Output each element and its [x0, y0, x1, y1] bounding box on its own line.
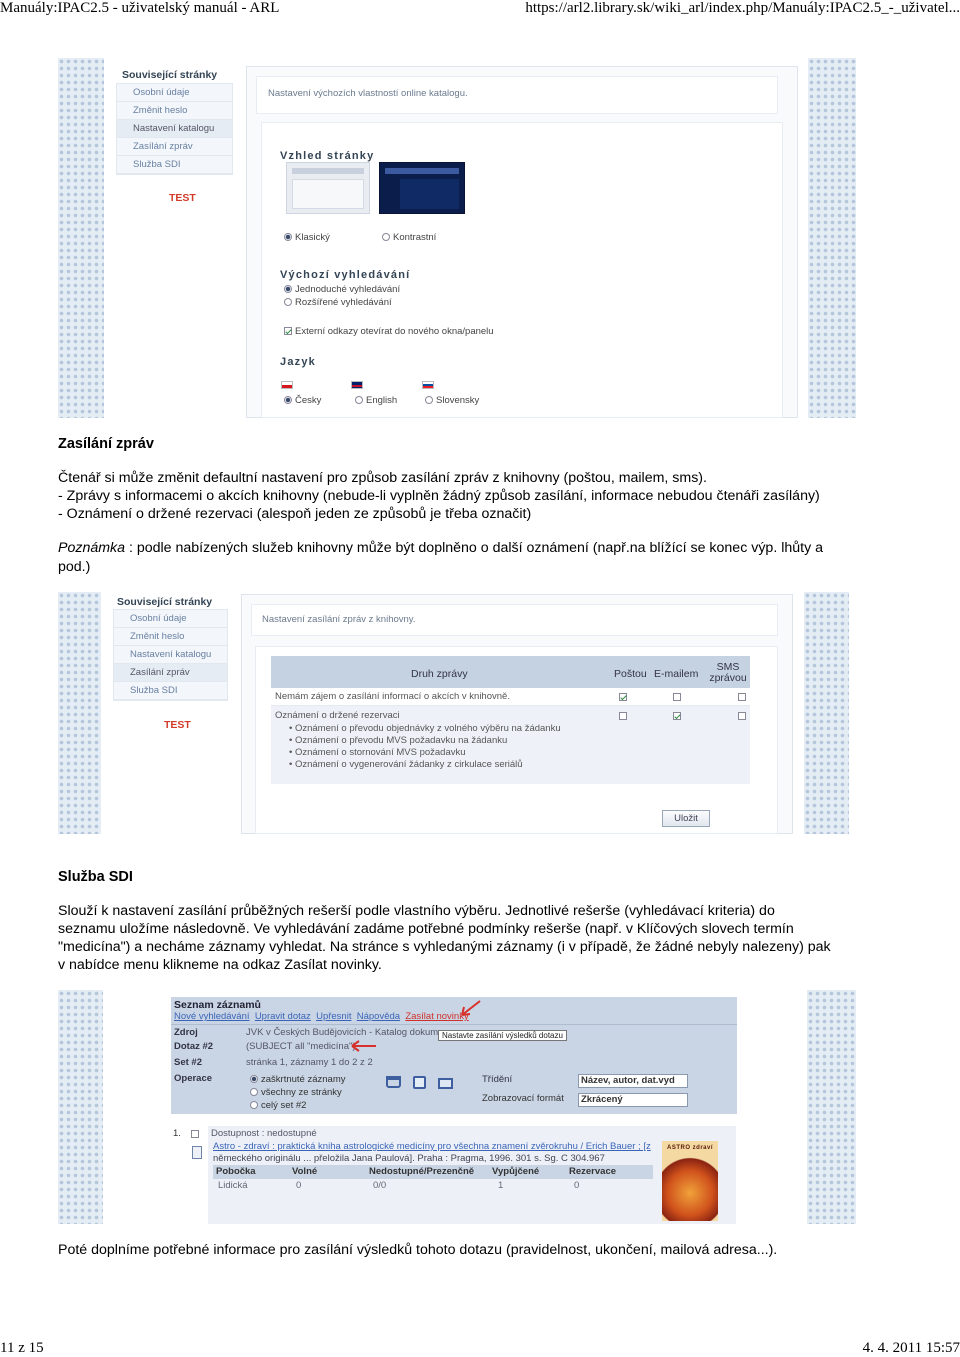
note-label: Poznámka	[58, 540, 126, 556]
red-arrow-icon	[348, 1039, 378, 1053]
col-reservations: Rezervace	[569, 1166, 617, 1177]
value-query: (SUBJECT all "medicína")	[246, 1041, 356, 1052]
option-slovak[interactable]: Slovensky	[425, 395, 479, 406]
menu-item-personal[interactable]: Osobní údaje	[117, 84, 232, 102]
cell-branch: Lidická	[218, 1180, 248, 1191]
preview-contrast[interactable]	[379, 162, 465, 214]
option-simple-search[interactable]: Jednoduché vyhledávání	[284, 284, 400, 295]
menu-item-messages[interactable]: Zasílání zpráv	[117, 138, 232, 156]
book-cover: ASTRO zdraví	[662, 1141, 718, 1221]
screenshot-record-list	[58, 990, 856, 1224]
sort-select[interactable]: Název, autor, dat.vyd	[578, 1074, 688, 1088]
cell-borrowed: 1	[498, 1180, 504, 1191]
section-appearance: Vzhled stránky	[280, 150, 375, 162]
info-text: Nastavení zasílání zpráv z knihovny.	[262, 614, 416, 625]
flag-uk-icon	[351, 381, 363, 389]
label-operations: Operace	[174, 1073, 213, 1084]
test-label: TEST	[169, 192, 196, 204]
label-sort: Třídění	[482, 1074, 513, 1085]
pattern-strip-left	[58, 58, 104, 418]
red-arrow-icon	[456, 999, 482, 1021]
sub-item: • Oznámení o převodu MVS požadavku na žádanku	[289, 735, 508, 746]
menu-item-messages[interactable]: Zasílání zpráv	[114, 664, 227, 682]
table-row	[271, 707, 750, 784]
header-title: Manuály:IPAC2.5 - uživatelský manuál - ARL	[0, 0, 280, 16]
related-pages-title: Související stránky	[122, 69, 218, 81]
paragraph-line: v nabídce menu klikneme na odkaz Zasílat novinky.	[58, 957, 382, 973]
checkbox-post[interactable]	[619, 712, 627, 720]
label-set: Set #2	[174, 1057, 202, 1068]
pattern-strip-right	[804, 592, 849, 834]
link-refine[interactable]: Upřesnit	[316, 1011, 352, 1022]
option-whole-set[interactable]: celý set #2	[250, 1100, 306, 1111]
th-sms: SMS zprávou	[709, 661, 747, 684]
page-number: 11 z 15	[0, 1340, 44, 1356]
sub-item: • Oznámení o stornování MVS požadavku	[289, 747, 466, 758]
flag-sk-icon	[422, 381, 434, 389]
table-row	[271, 688, 750, 706]
row-label: Oznámení o držené rezervaci	[275, 710, 400, 721]
paragraph-line: - Oznámení o držené rezervaci (alespoň jeden ze způsobů je třeba označit)	[58, 506, 532, 522]
value-source: JVK v Českých Budějovicích - Katalog dokum	[246, 1027, 439, 1038]
sub-item: • Oznámení o převodu objednávky z volného výběru na žádanku	[289, 723, 561, 734]
related-pages-menu	[116, 83, 233, 175]
link-edit-query[interactable]: Upravit dotaz	[254, 1011, 311, 1022]
basket-icon[interactable]	[386, 1076, 401, 1088]
col-branch: Pobočka	[216, 1166, 256, 1177]
section-language: Jazyk	[280, 356, 316, 368]
radio-english[interactable]	[355, 396, 363, 404]
menu-item-personal[interactable]: Osobní údaje	[114, 610, 227, 628]
paragraph-line: "medicína") a necháme záznamy vyhledat. Na stránce s vyhledanými záznamy (i v případě, že žádné nebyly nalezeny) pak	[58, 939, 831, 955]
heading-messages: Zasílání zpráv	[58, 436, 154, 452]
print-icon[interactable]	[438, 1078, 453, 1089]
paragraph-line: seznamu uložíme následovně. Ve vyhledávání zadáme potřebné podmínky rešerše (např. v Klíčových slovech termín	[58, 921, 794, 937]
paragraph-line: Poté doplníme potřebné informace pro zasílání výsledků tohoto dotazu (pravidelnost, ukončení, mailová adresa...).	[58, 1242, 778, 1258]
record-type-icon	[192, 1146, 202, 1159]
format-select[interactable]: Zkrácený	[578, 1093, 688, 1107]
pattern-strip-left	[58, 990, 103, 1224]
option-english[interactable]: English	[355, 395, 397, 406]
option-contrast[interactable]: Kontrastní	[382, 232, 436, 243]
pattern-strip-right	[807, 990, 856, 1224]
paragraph-line: Čtenář si může změnit defaultní nastavení pro způsob zasílání zpráv z knihovny (poštou, mailem, sms).	[58, 470, 707, 486]
radio-czech[interactable]	[284, 396, 292, 404]
radio-slovak[interactable]	[425, 396, 433, 404]
related-pages-menu	[113, 609, 228, 701]
info-text: Nastavení výchozích vlastností online katalogu.	[268, 88, 468, 99]
label-format: Zobrazovací formát	[482, 1093, 564, 1104]
cell-reservations: 0	[574, 1180, 580, 1191]
checkbox-sms[interactable]	[738, 693, 746, 701]
action-links	[174, 1011, 469, 1022]
checkbox-sms[interactable]	[738, 712, 746, 720]
menu-item-sdi[interactable]: Služba SDI	[114, 682, 227, 700]
record-title-link[interactable]: Astro - zdraví : praktická kniha astrologické medicíny pro všechna znamení zvěrokruhu / Erich Bauer ; [z	[213, 1141, 651, 1152]
paragraph-line: Slouží k nastavení zasílání průběžných rešerší podle vlastního výběru. Jednotlivé rešerše (vyhledávací kriteria) do	[58, 903, 775, 919]
link-send-news[interactable]: Zasílat novinky	[405, 1011, 469, 1022]
note-paragraph-end: pod.)	[58, 559, 91, 575]
option-checked-records[interactable]: zaškrtnuté záznamy	[250, 1074, 345, 1085]
radio-advanced[interactable]	[284, 298, 292, 306]
link-new-search[interactable]: Nové vyhledávání	[174, 1011, 250, 1022]
preview-classic[interactable]	[286, 162, 370, 214]
tooltip: Nastavte zasílání výsledků dotazu	[438, 1030, 567, 1041]
radio-contrast[interactable]	[382, 233, 390, 241]
cell-free: 0	[296, 1180, 302, 1191]
note-paragraph: Poznámka : podle nabízených služeb knihovny může být doplněno o další oznámení (např.na blížící se konec výp. lhůty a	[58, 540, 823, 556]
row-label: Nemám zájem o zasílání informací o akcích v knihovně.	[275, 691, 510, 702]
test-label: TEST	[164, 719, 191, 731]
radio-simple[interactable]	[284, 285, 292, 293]
records-title: Seznam záznamů	[174, 999, 261, 1011]
checkbox-email[interactable]	[673, 712, 681, 720]
option-classic[interactable]: Klasický	[284, 232, 330, 243]
pattern-strip-left	[58, 592, 101, 834]
divider	[171, 1024, 737, 1025]
option-external-links[interactable]: Externí odkazy otevírat do nového okna/panelu	[284, 326, 494, 337]
pattern-strip-right	[808, 58, 856, 418]
value-set: stránka 1, záznamy 1 do 2 z 2	[246, 1057, 373, 1068]
save-icon[interactable]	[413, 1076, 426, 1089]
th-type: Druh zprávy	[411, 668, 468, 680]
checkbox-post[interactable]	[619, 693, 627, 701]
checkbox-email[interactable]	[673, 693, 681, 701]
sub-item: • Oznámení o vygenerování žádanky z cirkulace seriálů	[289, 759, 523, 770]
option-advanced-search[interactable]: Rozšířené vyhledávání	[284, 297, 392, 308]
th-post: Poštou	[614, 668, 647, 680]
flag-cz-icon	[281, 381, 293, 389]
heading-sdi: Služba SDI	[58, 869, 133, 885]
cell-unavailable: 0/0	[373, 1180, 387, 1191]
section-default-search: Výchozí vyhledávání	[280, 269, 411, 281]
checkbox-external-links[interactable]	[284, 327, 292, 335]
availability: Dostupnost : nedostupné	[211, 1128, 317, 1139]
screenshot-catalog-settings	[58, 58, 856, 418]
message-table	[271, 656, 750, 784]
th-email: E-mailem	[654, 668, 699, 680]
menu-item-sdi[interactable]: Služba SDI	[117, 156, 232, 174]
header-url: https://arl2.library.sk/wiki_arl/index.php/Manuály:IPAC2.5_-_uživatel...	[525, 0, 960, 16]
col-unavailable: Nedostupné/Prezenčně	[369, 1166, 475, 1177]
radio-checked[interactable]	[250, 1075, 258, 1083]
col-free: Volné	[292, 1166, 318, 1177]
record-checkbox[interactable]	[191, 1130, 199, 1138]
radio-all-page[interactable]	[250, 1088, 258, 1096]
paragraph-line: - Zprávy s informacemi o akcích knihovny (nebude-li vyplněn žádný způsob zasílání, informace nebudou čtenáři zasílány)	[58, 488, 820, 504]
screenshot-message-settings	[58, 592, 849, 834]
label-query: Dotaz #2	[174, 1041, 214, 1052]
menu-item-password[interactable]: Změnit heslo	[117, 102, 232, 120]
print-timestamp: 4. 4. 2011 15:57	[862, 1340, 960, 1356]
option-all-page[interactable]: všechny ze stránky	[250, 1087, 342, 1098]
radio-whole-set[interactable]	[250, 1101, 258, 1109]
menu-item-password[interactable]: Změnit heslo	[114, 628, 227, 646]
option-czech[interactable]: Česky	[284, 395, 321, 406]
radio-classic[interactable]	[284, 233, 292, 241]
related-pages-title: Související stránky	[117, 596, 213, 608]
label-source: Zdroj	[174, 1027, 198, 1038]
record-number: 1.	[173, 1128, 181, 1139]
record-imprint: německého originálu ... přeložila Jana Paulová]. Praha : Pragma, 1996. 301 s. Sg. C 304.967	[213, 1153, 605, 1164]
link-help[interactable]: Nápověda	[356, 1011, 401, 1022]
col-borrowed: Vypůjčené	[492, 1166, 540, 1177]
menu-item-catalog-settings[interactable]: Nastavení katalogu	[117, 120, 232, 138]
menu-item-catalog-settings[interactable]: Nastavení katalogu	[114, 646, 227, 664]
save-button[interactable]: Uložit	[662, 810, 710, 827]
